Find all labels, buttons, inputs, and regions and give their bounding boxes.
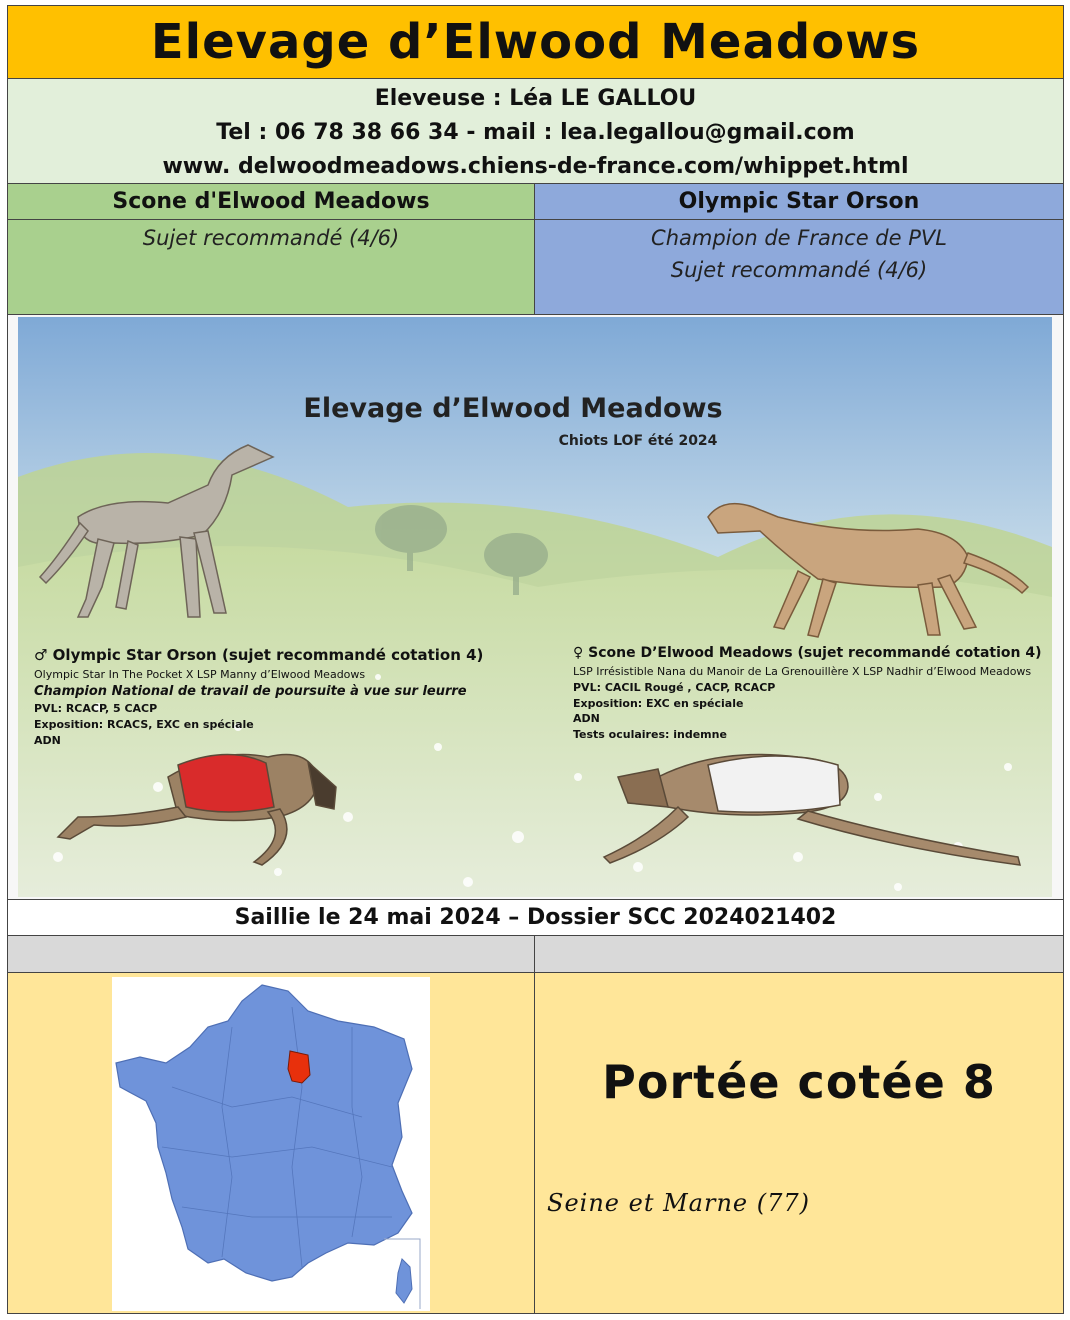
breeder-website: www. delwoodmeadows.chiens-de-france.com/whippet.html xyxy=(162,154,909,179)
female-pedigree: LSP Irrésistible Nana du Manoir de La Grenouillère X LSP Nadhir d’Elwood Meadows xyxy=(573,665,1032,678)
sire-title: Champion de France de PVL xyxy=(651,226,947,250)
mating-row xyxy=(8,900,1063,936)
female-pvl: PVL: CACIL Rougé , CACP, RCACP xyxy=(573,681,776,694)
male-adn: ADN xyxy=(34,734,61,747)
sire-title: Sujet recommandé (4/6) xyxy=(670,258,928,282)
litter-rating: Portée cotée 8 xyxy=(602,1055,996,1109)
department-label: Seine et Marne (77) xyxy=(547,1189,810,1217)
poster-photo xyxy=(8,315,1063,900)
litter-announcement-sheet xyxy=(7,5,1064,1314)
male-exposition: Exposition: RCACS, EXC en spéciale xyxy=(34,718,254,731)
poster-subtitle: Chiots LOF été 2024 xyxy=(558,433,718,449)
male-heading: ♂ Olympic Star Orson (sujet recommandé cotation 4) xyxy=(34,646,484,664)
corsica xyxy=(396,1259,412,1303)
rating-cell xyxy=(535,973,1063,1313)
france-map-svg xyxy=(112,977,430,1311)
france-map xyxy=(112,977,430,1311)
mating-info: Saillie le 24 mai 2024 – Dossier SCC 2024021402 xyxy=(234,905,837,930)
male-pedigree: Olympic Star In The Pocket X LSP Manny d’Elwood Meadows xyxy=(34,668,366,681)
breeder-contact: Tel : 06 78 38 66 34 - mail : lea.legallou@gmail.com xyxy=(216,120,855,145)
title-band xyxy=(8,6,1063,79)
sire-name-cell xyxy=(535,184,1063,219)
male-champion-title: Champion National de travail de poursuite à vue sur leurre xyxy=(34,684,467,699)
spacer-row xyxy=(8,936,1063,973)
female-eye-tests: Tests oculaires: indemne xyxy=(573,728,727,741)
female-exposition: Exposition: EXC en spéciale xyxy=(573,697,744,710)
dam-name: Scone d'Elwood Meadows xyxy=(112,189,430,214)
poster-illustration xyxy=(18,317,1052,897)
poster-title: Elevage d’Elwood Meadows xyxy=(303,393,723,424)
parents-titles-row xyxy=(8,220,1063,315)
dam-titles-cell xyxy=(8,220,535,314)
male-pvl: PVL: RCACP, 5 CACP xyxy=(34,702,158,715)
sire-titles-cell xyxy=(535,220,1063,314)
seine-et-marne-highlight xyxy=(288,1051,310,1083)
parents-names-row xyxy=(8,184,1063,220)
spacer-cell-right xyxy=(535,936,1063,972)
female-heading: ♀ Scone D’Elwood Meadows (sujet recommandé cotation 4) xyxy=(573,645,1042,661)
sire-name: Olympic Star Orson xyxy=(678,189,920,214)
breeder-name: Eleveuse : Léa LE GALLOU xyxy=(374,86,697,111)
spacer-cell-left xyxy=(8,936,535,972)
litter-row xyxy=(8,973,1063,1313)
dam-name-cell xyxy=(8,184,535,219)
map-cell xyxy=(8,973,535,1313)
breeder-info-band xyxy=(8,79,1063,184)
dam-title: Sujet recommandé (4/6) xyxy=(142,226,400,250)
page-title: Elevage d’Elwood Meadows xyxy=(150,14,921,70)
france-mainland xyxy=(116,985,412,1281)
female-adn: ADN xyxy=(573,712,600,725)
